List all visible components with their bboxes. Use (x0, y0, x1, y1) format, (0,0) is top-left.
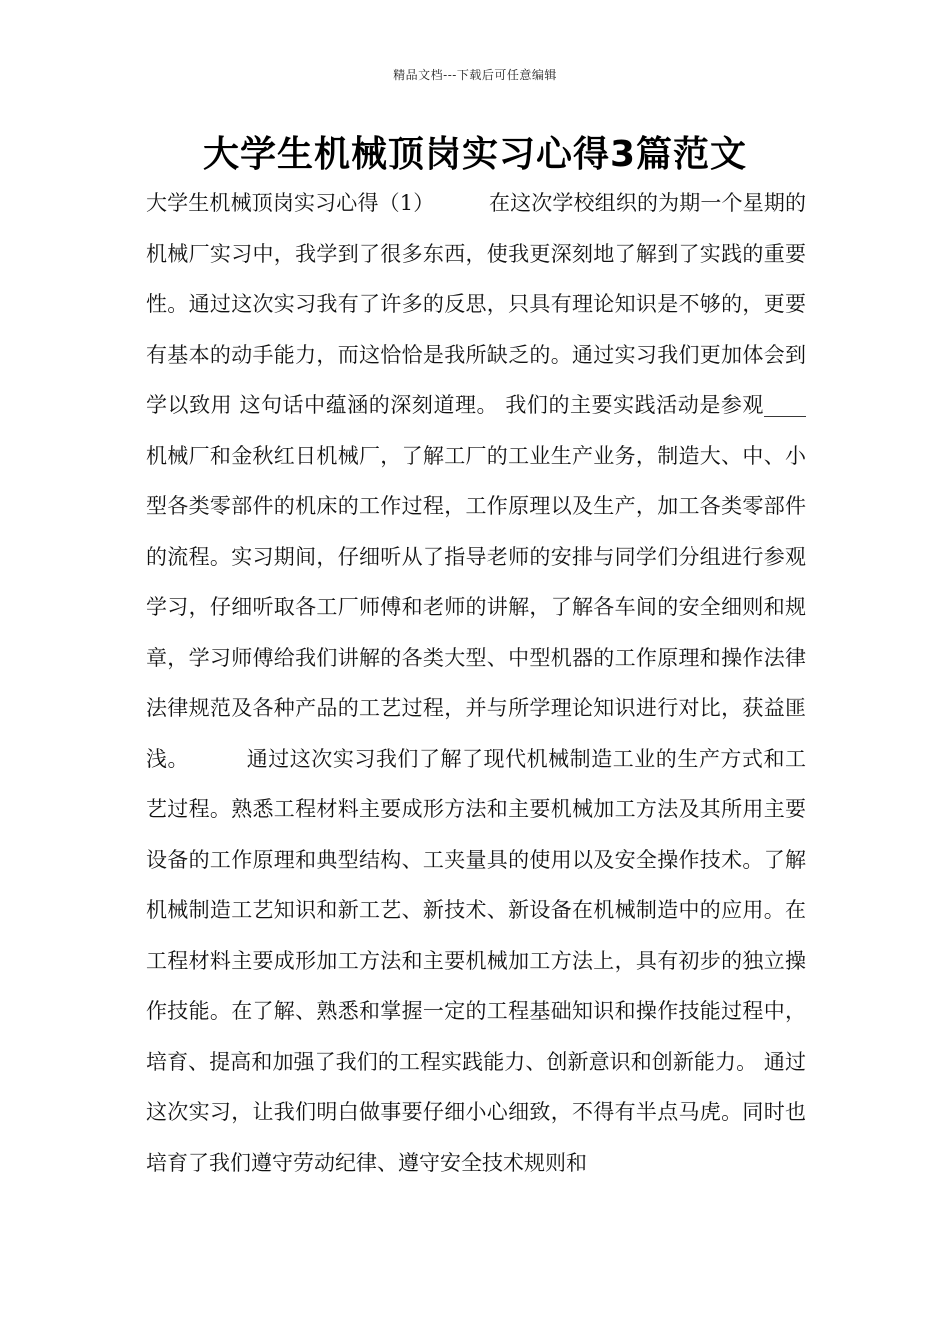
body-paragraph: 大学生机械顶岗实习心得（1） 在这次学校组织的为期一个星期的机械厂实习中，我学到了很多东西，使我更深刻地了解到了实践的重要性。通过这次实习我有了许多的反思，只具有理论知识是不够的，更要有基本的动手能力，而这恰恰是我所缺乏的。通过实习我们更加体会到 学以致用 这句话中蕴涵的深刻道理。 我们的主要实践活动是参观____机械厂和金秋红日机械厂，了解工厂的工业生产业务，制造大、中、小型各类零部件的机床的工作过程，工作原理以及生产，加工各类零部件的流程。实习期间，仔细听从了指导老师的安排与同学们分组进行参观学习，仔细听取各工厂师傅和老师的讲解，了解各车间的安全细则和规章，学习师傅给我们讲解的各类大型、中型机器的工作原理和操作法律法律规范及各种产品的工艺过程，并与所学理论知识进行对比，获益匪浅。 通过这次实习我们了解了现代机械制造工业的生产方式和工艺过程。熟悉工程材料主要成形方法和主要机械加工方法及其所用主要设备的工作原理和典型结构、工夹量具的使用以及安全操作技术。了解机械制造工艺知识和新工艺、新技术、新设备在机械制造中的应用。在工程材料主要成形加工方法和主要机械加工方法上，具有初步的独立操作技能。在了解、熟悉和掌握一定的工程基础知识和操作技能过程中，培育、提高和加强了我们的工程实践能力、创新意识和创新能力。 通过这次实习，让我们明白做事要仔细小心细致，不得有半点马虎。同时也培育了我们遵守劳动纪律、遵守安全技术规则和 (146, 191, 813, 1175)
header-note: 精品文档---下载后可任意编辑 (393, 68, 557, 82)
document-title: 大学生机械顶岗实习心得3篇范文 (202, 134, 748, 175)
